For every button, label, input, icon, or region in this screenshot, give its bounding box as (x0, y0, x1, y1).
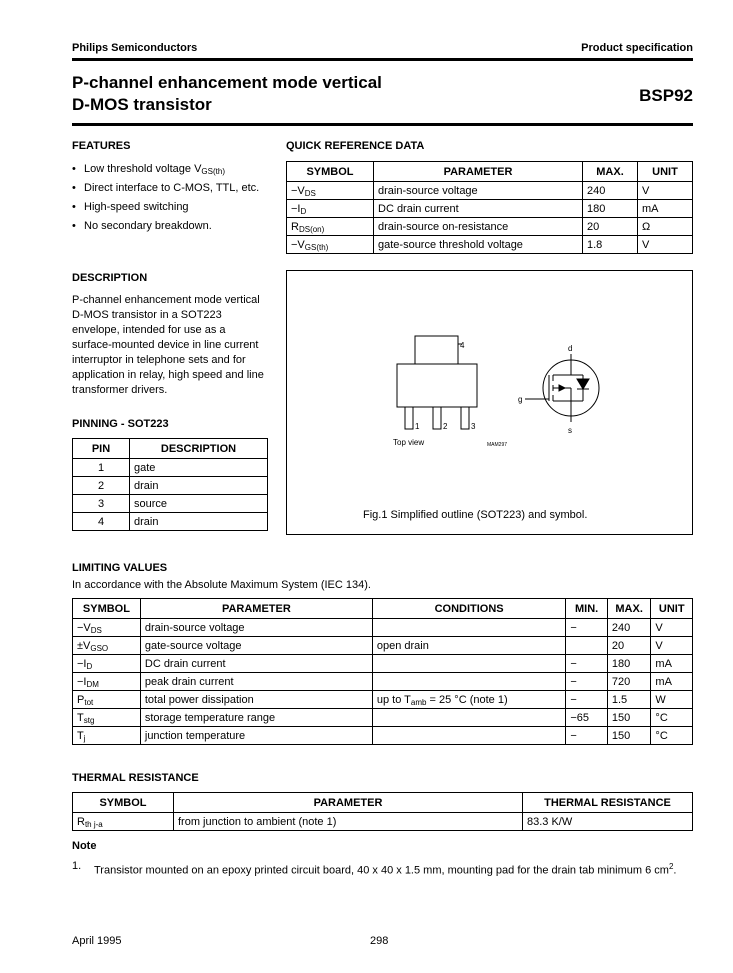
min-value: −65 (566, 709, 608, 727)
drain-terminal-label: d (568, 344, 573, 353)
parameter: drain-source on-resistance (374, 218, 583, 236)
feature-item (72, 181, 262, 196)
symbol-sub: D (300, 206, 307, 216)
symbol: −I (291, 202, 301, 215)
qrd-table (286, 161, 693, 254)
pin-label-2: 2 (443, 422, 448, 431)
table-row (73, 655, 693, 673)
feature-text: No secondary breakdown. (84, 220, 212, 232)
note-body: Transistor mounted on an epoxy printed circuit board, 40 x 40 x 1.5 mm, mounting pad for the drain tab minimum 6 cm (94, 864, 669, 877)
header-rule (72, 58, 693, 61)
thermal-resistance-table (72, 792, 693, 831)
table-row (73, 619, 693, 637)
table-row (73, 813, 693, 831)
description-text: P-channel enhancement mode vertical D-MOS transistor in a SOT223 envelope, intended for use as a surface-mounted device in line current interruptor in telephone sets and for application in relay, high speed and line transformer drivers. (72, 294, 264, 396)
table-header-row (287, 162, 693, 182)
feature-item (72, 200, 262, 215)
conditions (372, 673, 565, 691)
symbol: R (77, 815, 85, 828)
conditions (372, 655, 565, 673)
symbol-sub: tot (84, 697, 94, 707)
symbol-sub: D (86, 661, 93, 671)
thermal-heading: THERMAL RESISTANCE (72, 772, 199, 784)
table-row (73, 459, 268, 477)
unit: V (638, 182, 693, 200)
pin-label-3: 3 (471, 422, 476, 431)
parameter: drain-source voltage (140, 619, 372, 637)
max-value: 1.5 (607, 691, 651, 709)
pinning-table (72, 438, 268, 531)
unit: mA (651, 673, 693, 691)
conditions: open drain (372, 637, 565, 655)
column-header: PARAMETER (374, 162, 583, 182)
table-row (73, 691, 693, 709)
unit: Ω (638, 218, 693, 236)
column-header: UNIT (651, 599, 693, 619)
part-number: BSP92 (639, 86, 693, 105)
note-heading: Note (72, 840, 97, 852)
min-value: − (566, 727, 608, 745)
features-list (72, 162, 262, 238)
symbol-sub: GSO (90, 643, 109, 653)
title-line-2: D-MOS transistor (72, 95, 212, 114)
parameter: junction temperature (140, 727, 372, 745)
parameter: total power dissipation (140, 691, 372, 709)
max-value: 150 (607, 709, 651, 727)
parameter: DC drain current (140, 655, 372, 673)
gate-terminal-label: g (518, 395, 523, 404)
footer-date: April 1995 (72, 935, 122, 947)
min-value: − (566, 691, 608, 709)
table-row (73, 709, 693, 727)
feature-item (72, 162, 262, 177)
column-header: DESCRIPTION (130, 439, 268, 459)
feature-text: High-speed switching (84, 201, 189, 213)
table-header-row (73, 599, 693, 619)
feature-sub: GS(th) (201, 167, 225, 176)
parameter: gate-source threshold voltage (374, 236, 583, 254)
unit: mA (638, 200, 693, 218)
note-text (94, 859, 693, 879)
symbol-sub: DS(on) (298, 224, 325, 234)
unit: V (651, 637, 693, 655)
symbol-cell (73, 673, 141, 691)
symbol-cell (287, 218, 374, 236)
pin-number: 4 (73, 513, 130, 531)
symbol: −I (77, 675, 87, 688)
document-type: Product specification (581, 42, 693, 54)
pin-number: 1 (73, 459, 130, 477)
conditions (372, 709, 565, 727)
package-body (397, 364, 477, 407)
description-heading: DESCRIPTION (72, 272, 148, 284)
min-value: − (566, 673, 608, 691)
symbol-cell (73, 709, 141, 727)
table-row (287, 218, 693, 236)
pin-description: drain (130, 513, 268, 531)
min-value: − (566, 619, 608, 637)
page-title (72, 72, 382, 116)
symbol: −V (77, 621, 91, 634)
feature-text: Low threshold voltage V (84, 163, 202, 175)
max-value: 150 (607, 727, 651, 745)
symbol-cell (73, 727, 141, 745)
column-header: SYMBOL (73, 599, 141, 619)
source-terminal-label: s (568, 426, 572, 435)
max-value: 20 (583, 218, 638, 236)
table-row (287, 200, 693, 218)
column-header: UNIT (638, 162, 693, 182)
table-row (287, 236, 693, 254)
column-header: MAX. (583, 162, 638, 182)
lead-2 (433, 407, 441, 429)
unit: mA (651, 655, 693, 673)
symbol-sub: DS (90, 625, 102, 635)
column-header: THERMAL RESISTANCE (523, 793, 693, 813)
table-row (73, 727, 693, 745)
symbol-cell (73, 691, 141, 709)
limiting-heading: LIMITING VALUES (72, 562, 168, 574)
pin-label-1: 1 (415, 422, 420, 431)
min-value (566, 637, 608, 655)
conditions (372, 727, 565, 745)
column-header: SYMBOL (287, 162, 374, 182)
top-view-label: Top view (393, 438, 425, 447)
table-header-row (73, 439, 268, 459)
symbol-cell (287, 182, 374, 200)
note-number: 1. (72, 860, 82, 872)
symbol: T (77, 711, 84, 724)
max-value: 180 (583, 200, 638, 218)
figure-box (286, 270, 693, 535)
max-value: 720 (607, 673, 651, 691)
conditions: up to $T_{amb} = 25$ °C (note 1) (372, 691, 565, 709)
symbol-sub: stg (83, 715, 95, 725)
unit: V (651, 619, 693, 637)
qrd-heading: QUICK REFERENCE DATA (286, 140, 425, 152)
symbol-cell (73, 637, 141, 655)
symbol-sub: GS(th) (304, 242, 329, 252)
symbol: ±V (77, 639, 91, 652)
features-heading: FEATURES (72, 140, 131, 152)
lead-3 (461, 407, 469, 429)
table-row (73, 495, 268, 513)
unit: °C (651, 709, 693, 727)
table-row (73, 513, 268, 531)
symbol-sub: th j-a (84, 819, 103, 829)
symbol-cell (287, 200, 374, 218)
table-row (73, 637, 693, 655)
pin-number: 2 (73, 477, 130, 495)
max-value: 240 (583, 182, 638, 200)
pin-number: 3 (73, 495, 130, 513)
package-tab (415, 336, 458, 364)
title-line-1: P-channel enhancement mode vertical (72, 73, 382, 92)
symbol-cell (287, 236, 374, 254)
symbol: −V (291, 238, 305, 251)
pin-description: source (130, 495, 268, 513)
min-value: − (566, 655, 608, 673)
pmos-symbol-icon (525, 354, 599, 422)
symbol-sub: j (83, 733, 86, 743)
table-row (73, 673, 693, 691)
feature-item (72, 219, 262, 234)
limiting-values-table (72, 598, 693, 745)
table-row (73, 477, 268, 495)
symbol-cell (73, 813, 174, 831)
max-value: 180 (607, 655, 651, 673)
parameter: drain-source voltage (374, 182, 583, 200)
lead-1 (405, 407, 413, 429)
symbol: −V (291, 184, 305, 197)
parameter: peak drain current (140, 673, 372, 691)
figure-caption: Fig.1 Simplified outline (SOT223) and symbol. (363, 509, 588, 521)
thermal-value: 83.3 K/W (523, 813, 693, 831)
max-value: 20 (607, 637, 651, 655)
max-value: 240 (607, 619, 651, 637)
column-header: MAX. (607, 599, 651, 619)
parameter: storage temperature range (140, 709, 372, 727)
title-rule (72, 123, 693, 126)
parameter: gate-source voltage (140, 637, 372, 655)
unit: V (638, 236, 693, 254)
table-header-row (73, 793, 693, 813)
symbol: T (77, 729, 84, 742)
pin-label-4: 4 (460, 341, 465, 350)
symbol-sub: DM (86, 679, 99, 689)
unit: °C (651, 727, 693, 745)
feature-text: Direct interface to C-MOS, TTL, etc. (84, 182, 260, 194)
symbol-sub: DS (304, 188, 316, 198)
limiting-subtitle: In accordance with the Absolute Maximum System (IEC 134). (72, 579, 371, 591)
max-value: 1.8 (583, 236, 638, 254)
pin-description: drain (130, 477, 268, 495)
unit: W (651, 691, 693, 709)
symbol: −I (77, 657, 87, 670)
note-end: . (673, 864, 677, 877)
pin-description: gate (130, 459, 268, 477)
symbol: P (77, 693, 85, 706)
column-header: PARAMETER (140, 599, 372, 619)
symbol-cell (73, 619, 141, 637)
column-header: MIN. (566, 599, 608, 619)
parameter: from junction to ambient (note 1) (174, 813, 523, 831)
symbol: R (291, 220, 299, 233)
page-number: 298 (370, 935, 389, 947)
conditions (372, 619, 565, 637)
table-row (287, 182, 693, 200)
column-header: CONDITIONS (372, 599, 565, 619)
column-header: PIN (73, 439, 130, 459)
column-header: PARAMETER (174, 793, 523, 813)
figure-code: MAM297 (487, 442, 508, 448)
symbol-cell (73, 655, 141, 673)
column-header: SYMBOL (73, 793, 174, 813)
company-name: Philips Semiconductors (72, 42, 198, 54)
pinning-heading: PINNING - SOT223 (72, 418, 169, 430)
note-superscript: 2 (668, 862, 674, 871)
sot223-outline-figure (287, 271, 692, 534)
parameter: DC drain current (374, 200, 583, 218)
